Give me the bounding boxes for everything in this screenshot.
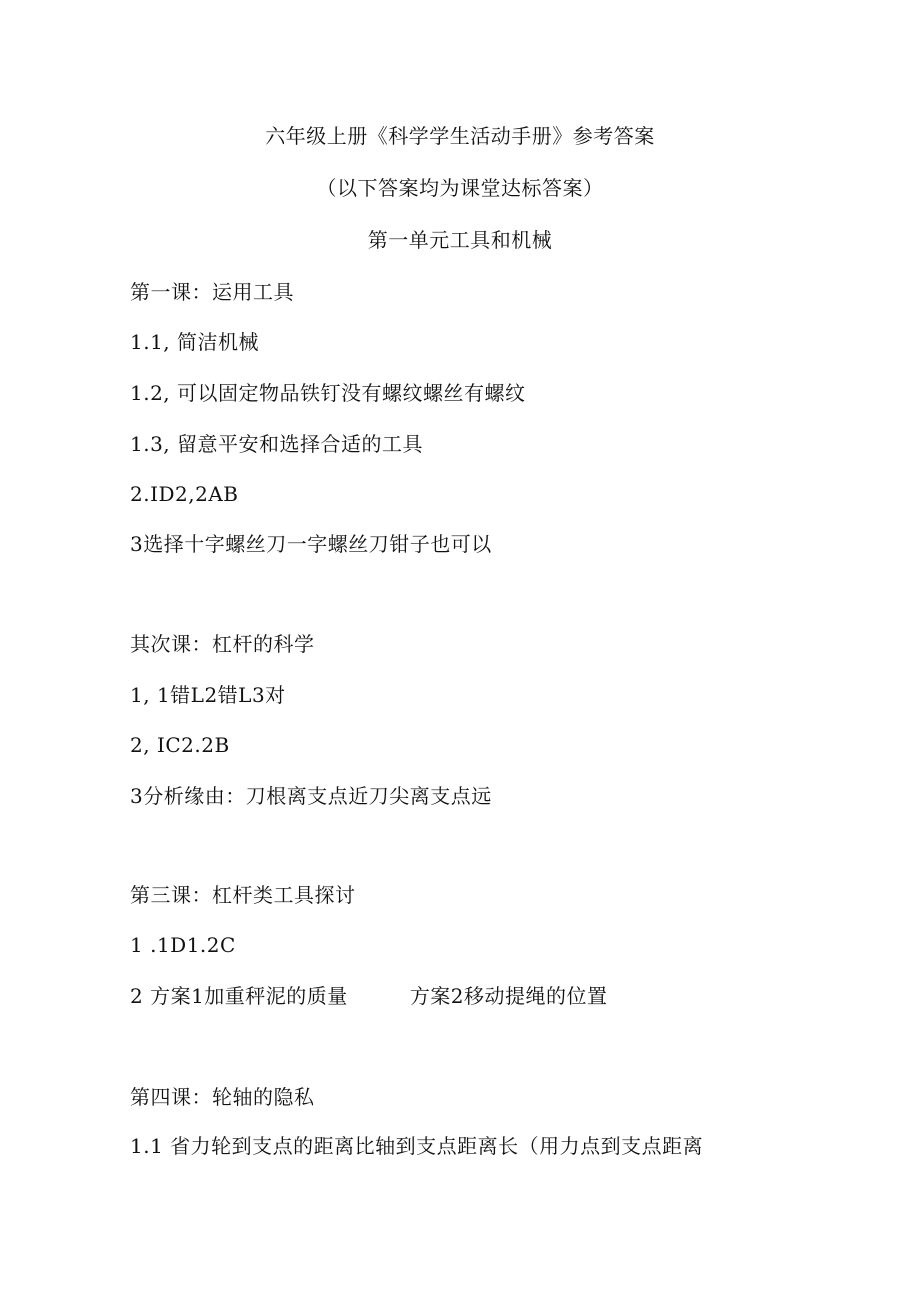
lesson1-answer-line: 3选择十字螺丝刀一字螺丝刀钳子也可以 — [130, 532, 492, 556]
lesson3-plan-1: 2 方案1加重秤泥的质量 — [130, 984, 348, 1008]
lesson1-heading: 第一课：运用工具 — [130, 280, 294, 304]
lesson2-answer-line: 1, 1错L2错L3对 — [130, 683, 286, 707]
lesson3-answer-line-plans — [130, 984, 608, 1008]
lesson3-heading: 第三课：杠杆类工具探讨 — [130, 883, 356, 907]
document-title: 六年级上册《科学学生活动手册》参考答案 — [265, 124, 655, 148]
lesson1-answer-line: 2.ID2,2AB — [130, 482, 239, 506]
document-subtitle: （以下答案均为课堂达标答案） — [316, 176, 604, 200]
lesson1-answer-line: 1.2, 可以固定物品铁钉没有螺纹螺丝有螺纹 — [130, 381, 526, 405]
lesson4-answer-line: 1.1 省力轮到支点的距离比轴到支点距离长（用力点到支点距离 — [130, 1134, 704, 1158]
lesson2-heading: 其次课：杠杆的科学 — [130, 632, 315, 656]
lesson1-answer-line: 1.1, 简洁机械 — [130, 330, 260, 354]
unit-title: 第一单元工具和机械 — [367, 228, 553, 252]
lesson4-heading: 第四课：轮轴的隐私 — [130, 1085, 315, 1109]
lesson1-answer-line: 1.3, 留意平安和选择合适的工具 — [130, 432, 424, 456]
lesson2-answer-line: 3分析缘由：刀根离支点近刀尖离支点远 — [130, 784, 492, 808]
lesson2-answer-line: 2, IC2.2B — [130, 733, 230, 757]
lesson3-answer-line: 1 .1D1.2C — [130, 933, 236, 957]
lesson3-plan-2: 方案2移动提绳的位置 — [409, 984, 608, 1008]
